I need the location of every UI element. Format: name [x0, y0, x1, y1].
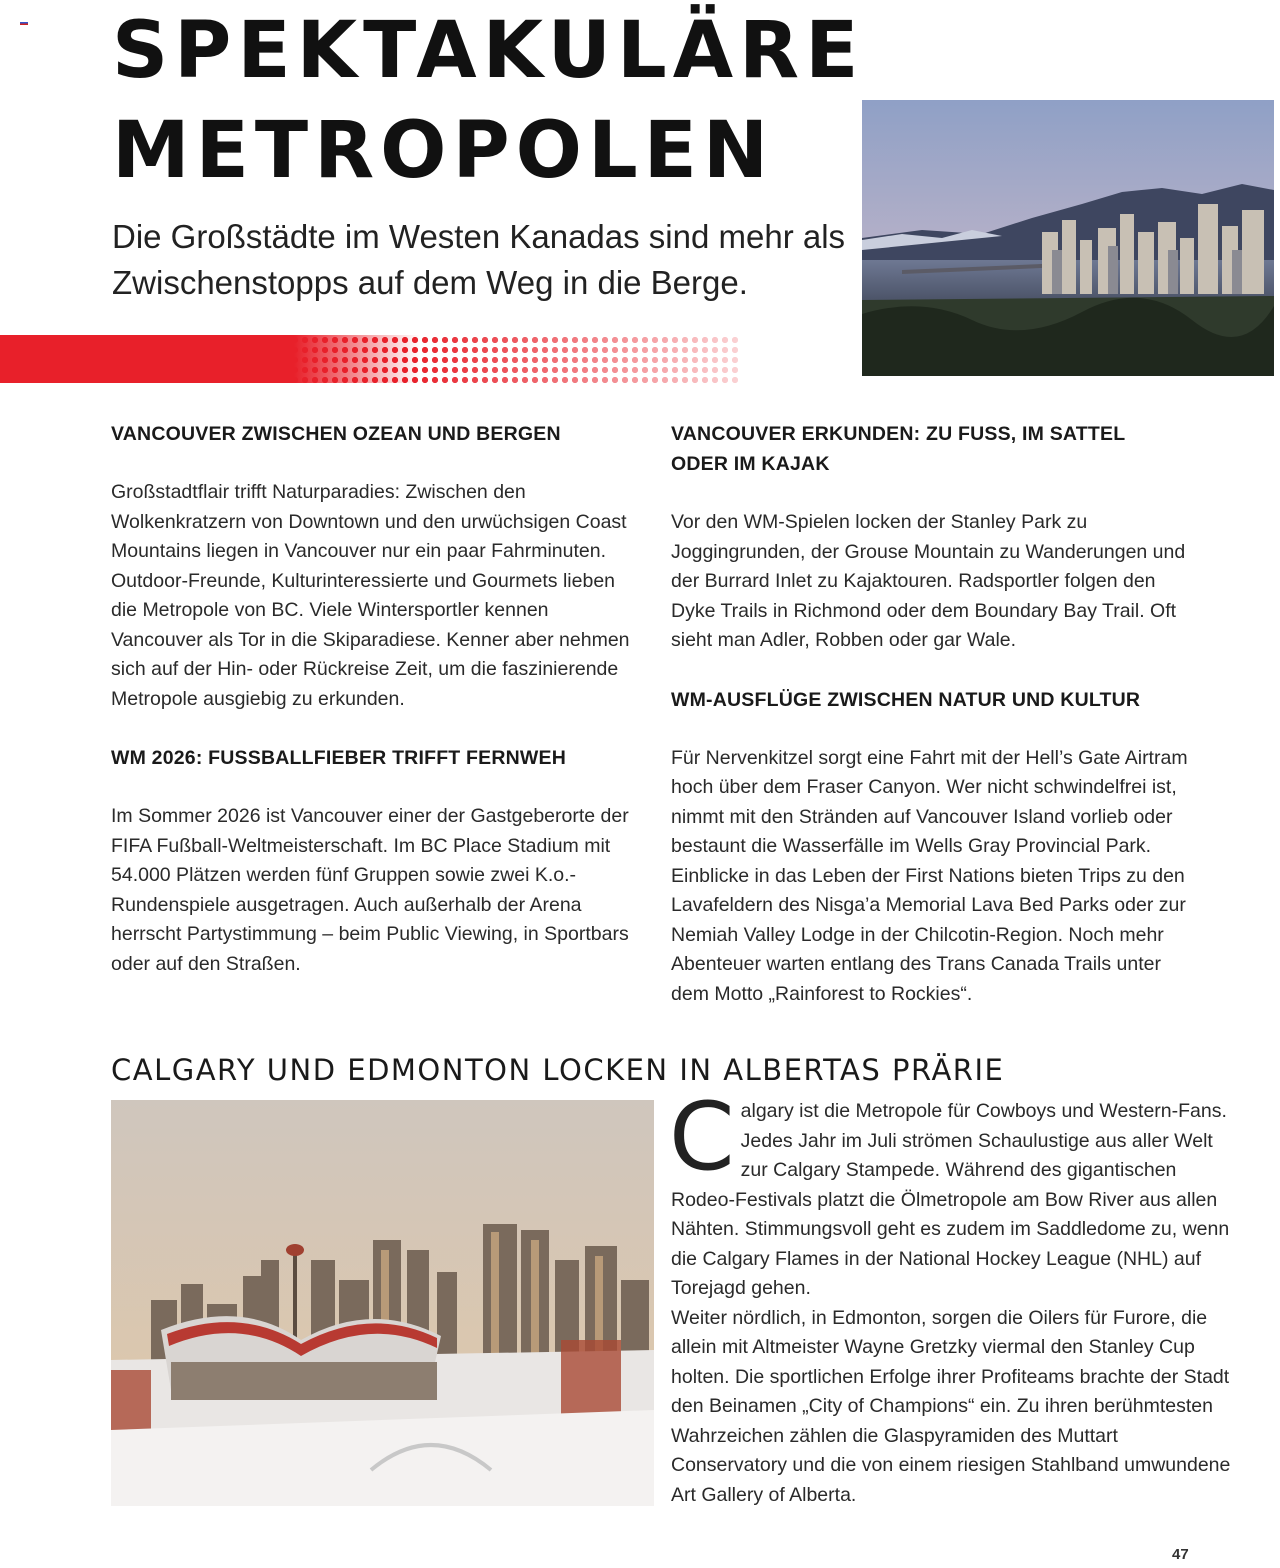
left-column	[111, 419, 631, 979]
page-title-line2: METROPOLEN	[112, 106, 775, 196]
page-number: 47	[1172, 1546, 1189, 1563]
section-paragraph: Für Nervenkitzel sorgt eine Fahrt mit der Hell’s Gate Airtram hoch über dem Fraser Canyon. Wer nicht schwindelfrei ist, nimmt mit den Stränden auf Vancouver Island vorlieb oder bestaunt die Wasserfälle im Wells Gray Provincial Park. Einblicke in das Leben der First Nations bieten Trips zu den Lavafeldern des Nisga’a Memorial Lava Bed Parks oder zur Nemiah Valley Lodge in der Chilcotin-Region. Noch mehr Abenteuer warten entlang des Trans Canada Trails unter dem Motto „Rainforest to Rockies“.	[671, 746, 1188, 1005]
section-heading: WM-AUSFLÜGE ZWISCHEN NATUR UND KULTUR	[671, 688, 1141, 711]
calgary-saddledome-image	[111, 1100, 654, 1506]
right-column	[671, 419, 1191, 1009]
section-heading: VANCOUVER ERKUNDEN: ZU FUSS, IM SATTEL ODER IM KAJAK	[671, 423, 1125, 475]
calgary-paragraph-1: algary ist die Metropole für Cowboys und Western-Fans. Jedes Jahr im Juli strömen Schaulustige aus aller Welt zur Calgary Stampede. Während des gigantischen Rodeo-Festivals platzt die Ölmetropole am Bow River aus allen Nähten. Stimmungsvoll geht es zudem im Saddledome zu, wenn die Calgary Flames in der National Hockey League (NHL) auf Torejagd gehen.	[671, 1100, 1230, 1299]
page-title-line1: SPEKTAKULÄRE	[112, 6, 865, 96]
section-paragraph: Vor den WM-Spielen locken der Stanley Park zu Joggingrunden, der Grouse Mountain zu Wanderungen und der Burrard Inlet zu Kajaktouren. Radsportler folgen den Dyke Trails in Richmond oder dem Boundary Bay Trail. Oft sieht man Adler, Robben oder gar Wale.	[671, 511, 1186, 651]
section-heading: WM 2026: FUSSBALLFIEBER TRIFFT FERNWEH	[111, 747, 567, 769]
vancouver-skyline-image	[862, 100, 1274, 376]
section-heading: VANCOUVER ZWISCHEN OZEAN UND BERGEN	[111, 423, 561, 445]
calgary-paragraph-2: Weiter nördlich, in Edmonton, sorgen die Oilers für Furore, die allein mit Altmeister Wayne Gretzky viermal den Stanley Cup holten. Die sportlichen Erfolge ihrer Profiteams brachte der Stadt den Beinamen „City of Champions“ ein. Zu ihren berühmtesten Wahrzeichen zählen die Glaspyramiden des Muttart Conservatory und die von einem riesigen Stahlband umwundene Art Gallery of Alberta.	[671, 1306, 1231, 1506]
page-subtitle: Die Großstädte im Westen Kanadas sind mehr als Zwischenstopps auf dem Weg in die Berge.	[112, 218, 846, 301]
red-stripe	[0, 335, 420, 383]
corner-mark	[20, 22, 28, 25]
calgary-section-title: CALGARY UND EDMONTON LOCKEN IN ALBERTAS PRÄRIE	[111, 1053, 1005, 1087]
drop-cap: C	[669, 1083, 735, 1192]
section-paragraph: Im Sommer 2026 ist Vancouver einer der Gastgeberorte der FIFA Fußball-Weltmeisterschaft. Im BC Place Stadium mit 54.000 Plätzen werden fünf Gruppen sowie zwei K.o.-Rundenspiele ausgetragen. Auch außerhalb der Arena herrscht Partystimmung – beim Public Viewing, in Sportbars oder auf den Straßen.	[111, 805, 629, 975]
section-paragraph: Großstadtflair trifft Naturparadies: Zwischen den Wolkenkratzern von Downtown und den urwüchsigen Coast Mountains liegen in Vancouver nur ein paar Fahrminuten. Outdoor-Freunde, Kulturinteressierte und Gourmets lieben die Metropole von BC. Viele Wintersportler kennen Vancouver als Tor in die Skiparadiese. Kenner aber nehmen sich auf der Hin- oder Rückreise Zeit, um die faszinierende Metropole ausgiebig zu erkunden.	[111, 481, 630, 710]
calgary-body	[669, 1083, 1231, 1510]
